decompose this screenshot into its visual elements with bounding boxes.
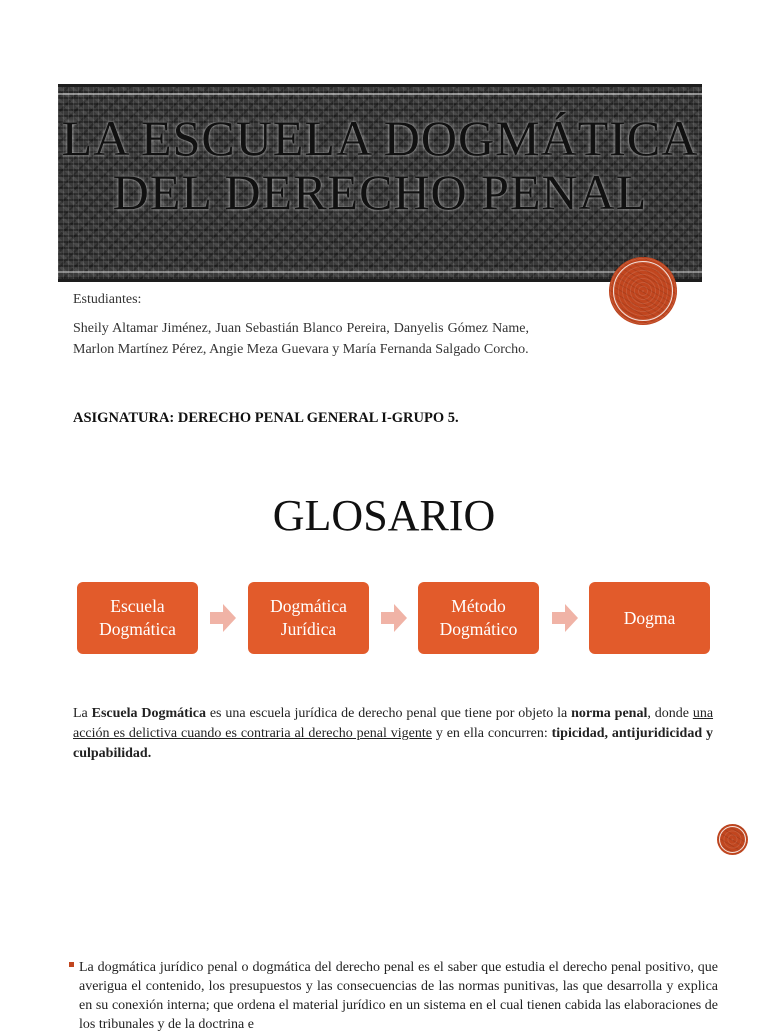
decorative-circle xyxy=(609,257,677,325)
definition-text: es una escuela jurídica de derecho penal que tiene por objeto la xyxy=(205,706,572,721)
flow-box-dogmatica-juridica: Dogmática Jurídica xyxy=(248,582,369,654)
flow-box-escuela-dogmatica: Escuela Dogmática xyxy=(77,582,198,654)
students-label: Estudiantes: xyxy=(73,292,142,307)
definition-text: y en ella concurren: xyxy=(431,726,552,741)
arrow-right-icon xyxy=(381,604,407,632)
students-names: Sheily Altamar Jiménez, Juan Sebastián Blanco Pereira, Danyelis Gómez Name, Marlon Martínez Pérez, Angie Meza Guevara y María Fernanda Salgado Corcho. xyxy=(73,321,529,357)
definition-bold-term: norma penal xyxy=(571,706,648,721)
definition-underlined: una acción es delictiva cuando es contraria al derecho penal vigente xyxy=(73,706,714,741)
definition-paragraph xyxy=(73,704,713,764)
subject-heading: ASIGNATURA: DERECHO PENAL GENERAL I-GRUPO 5. xyxy=(73,410,459,426)
bullet-square-icon xyxy=(69,962,74,967)
decorative-circle xyxy=(717,824,748,855)
arrow-right-icon xyxy=(210,604,236,632)
definition-text: , donde xyxy=(647,706,693,721)
flow-box-metodo-dogmatico: Método Dogmático xyxy=(418,582,539,654)
definition-bold-term: tipicidad, antijuridicidad y culpabilidad. xyxy=(73,726,713,761)
page-title: LA ESCUELA DOGMÁTICA DEL DERECHO PENAL xyxy=(61,110,699,220)
arrow-right-icon xyxy=(552,604,578,632)
glosario-title: GLOSARIO xyxy=(272,491,496,540)
bullet-paragraph xyxy=(70,958,718,1034)
definition-text: La xyxy=(73,706,92,721)
flow-box-dogma: Dogma xyxy=(589,582,710,654)
title-banner xyxy=(58,84,702,282)
definition-bold-term: Escuela Dogmática xyxy=(91,706,206,721)
bullet-text: La dogmática jurídico penal o dogmática del derecho penal es el saber que estudia el derecho penal positivo, que averigua el contenido, los presupuestos y las consecuencias de las normas punitivas, las que desarrolla y explica en su conexión interna; que ordena el material jurídico en un sistema en el cual tienen cabida las elaboraciones de los tribunales y de la doctrina e xyxy=(79,960,718,1032)
